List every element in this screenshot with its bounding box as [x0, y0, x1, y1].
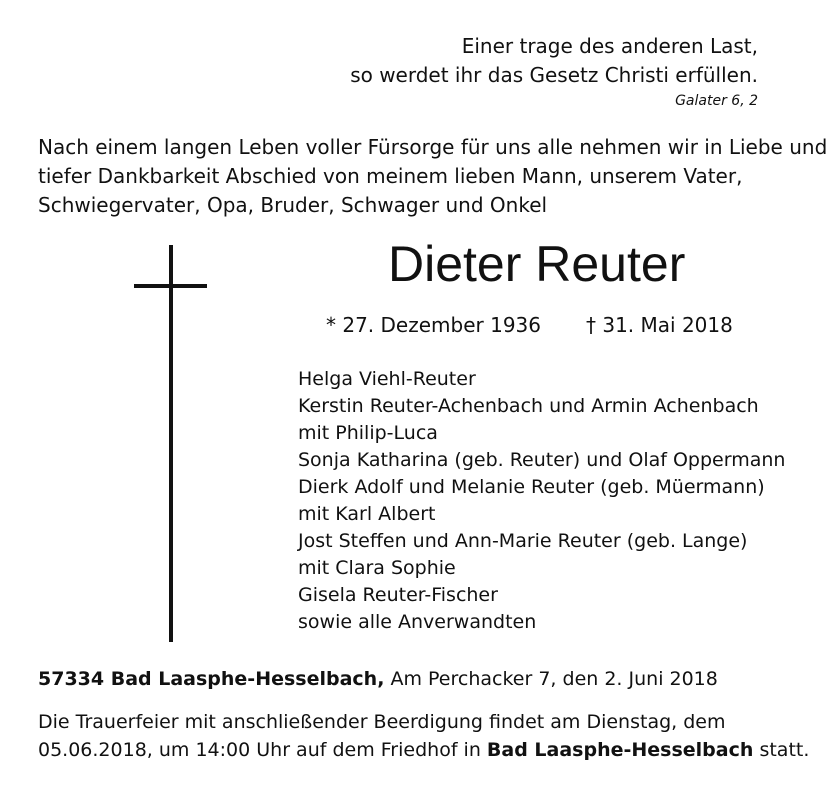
funeral-line-1: Die Trauerfeier mit anschließender Beerdigung findet am Dienstag, dem: [38, 711, 726, 733]
list-item: Sonja Katharina (geb. Reuter) und Olaf Oppermann: [298, 449, 786, 471]
address-line: [38, 665, 718, 693]
deceased-name: Dieter Reuter: [388, 236, 686, 292]
funeral-end: statt.: [753, 739, 810, 761]
list-item: Kerstin Reuter-Achenbach und Armin Achenbach: [298, 395, 759, 417]
bible-quote-reference: Galater 6, 2: [675, 93, 758, 109]
intro-line: Nach einem langen Leben voller Fürsorge für uns alle nehmen wir in Liebe und: [38, 135, 827, 159]
list-item: mit Clara Sophie: [298, 557, 456, 579]
list-item: mit Karl Albert: [298, 503, 436, 525]
intro-line: Schwiegervater, Opa, Bruder, Schwager und Onkel: [38, 193, 548, 217]
funeral-line-2: [38, 736, 809, 764]
list-item: Dierk Adolf und Melanie Reuter (geb. Müermann): [298, 476, 765, 498]
intro-text: [38, 133, 827, 220]
death-date: † 31. Mai 2018: [586, 313, 733, 337]
list-item: sowie alle Anverwandten: [298, 611, 537, 633]
cross-horizontal-bar: [134, 284, 207, 288]
address-street-date: Am Perchacker 7, den 2. Juni 2018: [390, 668, 718, 690]
bible-quote-line-2: so werdet ihr das Gesetz Christi erfüllen.: [350, 63, 758, 87]
mourners-list: [298, 366, 785, 636]
list-item: Jost Steffen und Ann-Marie Reuter (geb. Lange): [298, 530, 748, 552]
intro-line: tiefer Dankbarkeit Abschied von meinem lieben Mann, unserem Vater,: [38, 164, 743, 188]
funeral-date-time: 05.06.2018, um 14:00 Uhr auf dem Friedhof in: [38, 739, 487, 761]
funeral-place: Bad Laasphe-Hesselbach: [486, 739, 754, 761]
bible-quote-line-1: Einer trage des anderen Last,: [461, 34, 758, 58]
list-item: Helga Viehl-Reuter: [298, 368, 476, 390]
funeral-info: [38, 708, 809, 764]
birth-date: * 27. Dezember 1936: [326, 313, 541, 337]
list-item: mit Philip-Luca: [298, 422, 438, 444]
list-item: Gisela Reuter-Fischer: [298, 584, 498, 606]
address-city: 57334 Bad Laasphe-Hesselbach,: [38, 668, 385, 690]
cross-vertical-bar: [169, 245, 173, 642]
